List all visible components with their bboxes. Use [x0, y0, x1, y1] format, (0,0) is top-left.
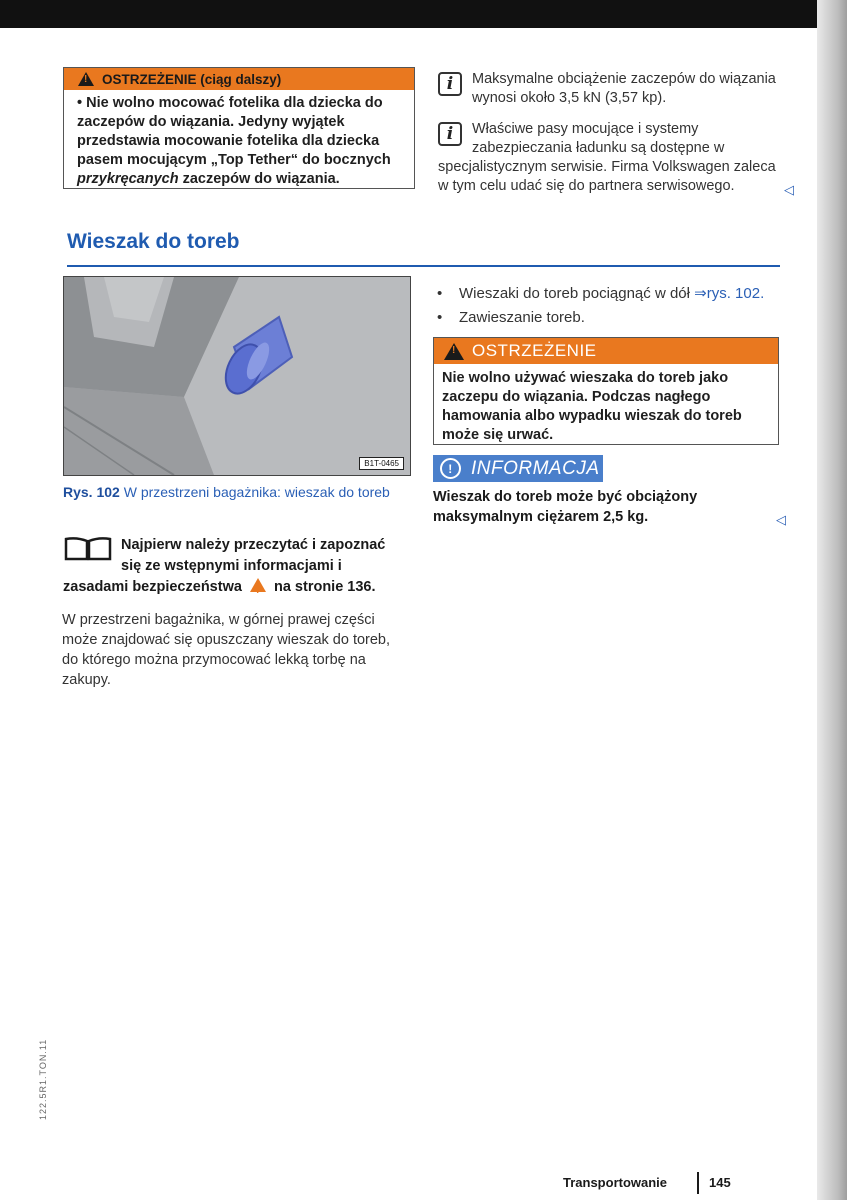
- note-max-load: i Maksymalne obciążenie zaczepów do wiązania wynosi około 3,5 kN (3,57 kp).: [438, 70, 783, 108]
- warning-triangle-icon: [444, 343, 464, 360]
- figure-caption: [63, 483, 408, 501]
- body-paragraph: W przestrzeni bagażnika, w górnej prawej części może znajdować się opuszczany wieszak do toreb, do którego można przymocować lekką torbę na zakupy.: [62, 612, 391, 688]
- figure-code: B1T-0465: [359, 457, 404, 470]
- warning-triangle-icon: [78, 72, 94, 86]
- scan-top-border: [0, 0, 847, 28]
- exclamation-circle-icon: !: [440, 458, 461, 479]
- list-item: • Wieszaki do toreb pociągnąć w dół ⇒rys. 102.: [437, 282, 764, 306]
- warning-continued-text: • Nie wolno mocować fotelika dla dziecka do zaczepów do wiązania. Jedyny wyjątek przedstawia mocowanie fotelika dla dziecka pasem mocującym „Top Tether“ do bocznych przykręcanych zaczepów do wiązania.: [77, 95, 391, 187]
- page-number: 145: [709, 1175, 731, 1190]
- open-book-icon: [63, 537, 113, 561]
- note-securing-systems: i Właściwe pasy mocujące i systemy zabezpieczania ładunku są dostępne w specjalistycznym serwisie. Firma Volkswagen zaleca w tym celu udać się do partnera serwisowego.: [438, 121, 776, 194]
- read-first-notice: Najpierw należy przeczytać i zapoznać się ze wstępnymi informacjami i zasadami bezpieczeństwa ! na stronie 136.: [63, 535, 398, 598]
- bag-hook-illustration: [64, 277, 410, 475]
- figure-caption-label: Rys. 102: [63, 484, 120, 500]
- footer-section-name: Transportowanie: [563, 1175, 668, 1190]
- end-of-section-mark: ◁: [776, 512, 786, 527]
- information-title: INFORMACJA: [471, 457, 600, 479]
- warning-continued-title: OSTRZEŻENIE (ciąg dalszy): [102, 71, 282, 87]
- info-icon: i: [438, 122, 462, 146]
- end-of-section-mark: ◁: [784, 182, 794, 197]
- warning-box: [433, 337, 779, 445]
- figure-reference-link[interactable]: ⇒rys. 102.: [694, 285, 765, 302]
- warning-continued-header: [64, 68, 414, 90]
- info-icon: i: [438, 72, 462, 96]
- warning-title: OSTRZEŻENIE: [472, 341, 597, 360]
- information-header: [433, 455, 603, 482]
- warning-triangle-icon: [250, 578, 266, 592]
- page-binding-edge: [817, 0, 847, 1200]
- side-document-code: 122.5R1.TON.11: [38, 1038, 48, 1120]
- warning-header: [434, 338, 778, 364]
- warning-continued-box: [63, 67, 415, 189]
- section-title: Wieszak do toreb: [67, 230, 240, 253]
- list-item: • Zawieszanie toreb.: [437, 306, 764, 330]
- figure-caption-text: W przestrzeni bagażnika: wieszak do toreb: [123, 484, 390, 500]
- information-text: Wieszak do toreb może być obciążony maksymalnym ciężarem 2,5 kg.: [433, 489, 698, 525]
- title-underline: [67, 265, 780, 267]
- warning-text: Nie wolno używać wieszaka do toreb jako zaczepu do wiązania. Podczas nagłego hamowania albo wypadku wieszak do toreb może się urwać.: [442, 370, 742, 443]
- footer-divider: [697, 1172, 699, 1194]
- instruction-list: [437, 282, 764, 330]
- bag-hook-figure: [63, 276, 411, 476]
